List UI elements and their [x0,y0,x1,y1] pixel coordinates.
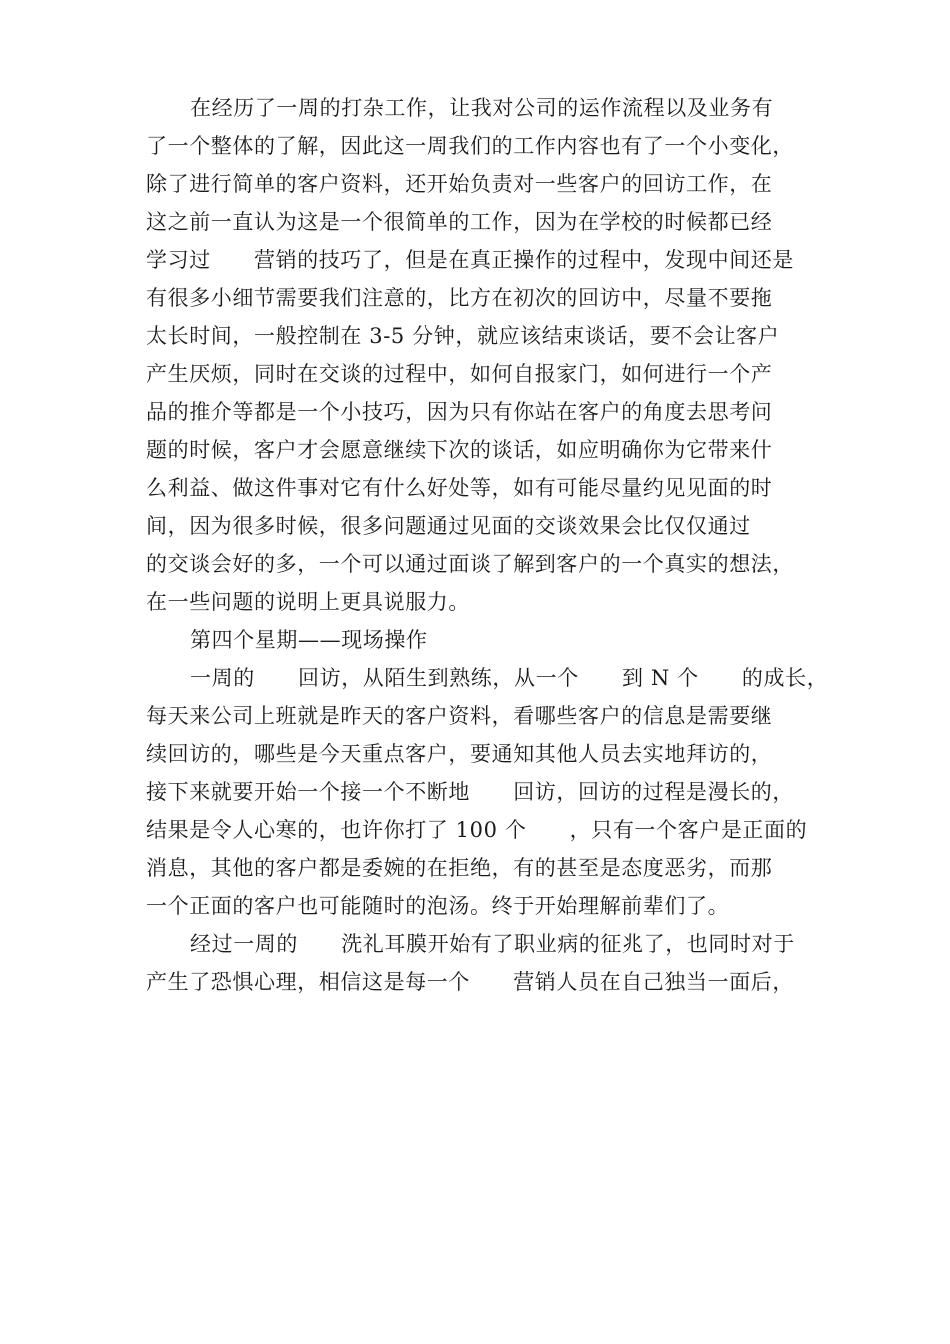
text-line: 产生厌烦，同时在交谈的过程中，如何自报家门，如何进行一个产 [146,362,773,386]
text-line: 题的时候，客户才会愿意继续下次的谈话，如应明确你为它带来什 [146,438,773,462]
section-heading: 第四个星期——现场操作 [190,628,428,652]
text-line: 产生了恐惧心理，相信这是每一个 营销人员在自己独当一面后， [146,970,794,994]
text-line: 太长时间，一般控制在 3-5 分钟，就应该结束谈话，要不会让客户 [146,324,780,348]
text-line: 间，因为很多时候，很多问题通过见面的交谈效果会比仅仅通过 [146,514,751,538]
text-line: 一个正面的客户也可能随时的泡汤。终于开始理解前辈们了。 [146,894,730,918]
text-line: 消息，其他的客户都是委婉的在拒绝，有的甚至是态度恶劣，而那 [146,856,773,880]
text-line: 有很多小细节需要我们注意的，比方在初次的回访中，尽量不要拖 [146,286,773,310]
text-line: 在一些问题的说明上更具说服力。 [146,590,470,614]
text-line: 品的推介等都是一个小技巧，因为只有你站在客户的角度去思考问 [146,400,773,424]
text-line: 经过一周的 洗礼耳膜开始有了职业病的征兆了，也同时对于 [190,932,795,956]
text-line: 除了进行简单的客户资料，还开始负责对一些客户的回访工作，在 [146,172,773,196]
text-line: 了一个整体的了解，因此这一周我们的工作内容也有了一个小变化， [146,134,794,158]
text-line: 这之前一直认为这是一个很简单的工作，因为在学校的时候都已经 [146,210,773,234]
text-line: 在经历了一周的打杂工作，让我对公司的运作流程以及业务有 [190,96,774,120]
text-line: 续回访的，哪些是今天重点客户，要通知其他人员去实地拜访的， [146,742,773,766]
text-line: 结果是令人心寒的，也许你打了 100 个 ，只有一个客户是正面的 [146,818,808,842]
text-line: 么利益、做这件事对它有什么好处等，如有可能尽量约见见面的时 [146,476,773,500]
text-line: 每天来公司上班就是昨天的客户资料，看哪些客户的信息是需要继 [146,704,773,728]
text-line: 一周的 回访，从陌生到熟练，从一个 到 N 个 的成长， [190,666,829,690]
text-line: 的交谈会好的多，一个可以通过面谈了解到客户的一个真实的想法， [146,552,794,576]
text-line: 接下来就要开始一个接一个不断地 回访，回访的过程是漫长的， [146,780,794,804]
text-line: 学习过 营销的技巧了，但是在真正操作的过程中，发现中间还是 [146,248,794,272]
